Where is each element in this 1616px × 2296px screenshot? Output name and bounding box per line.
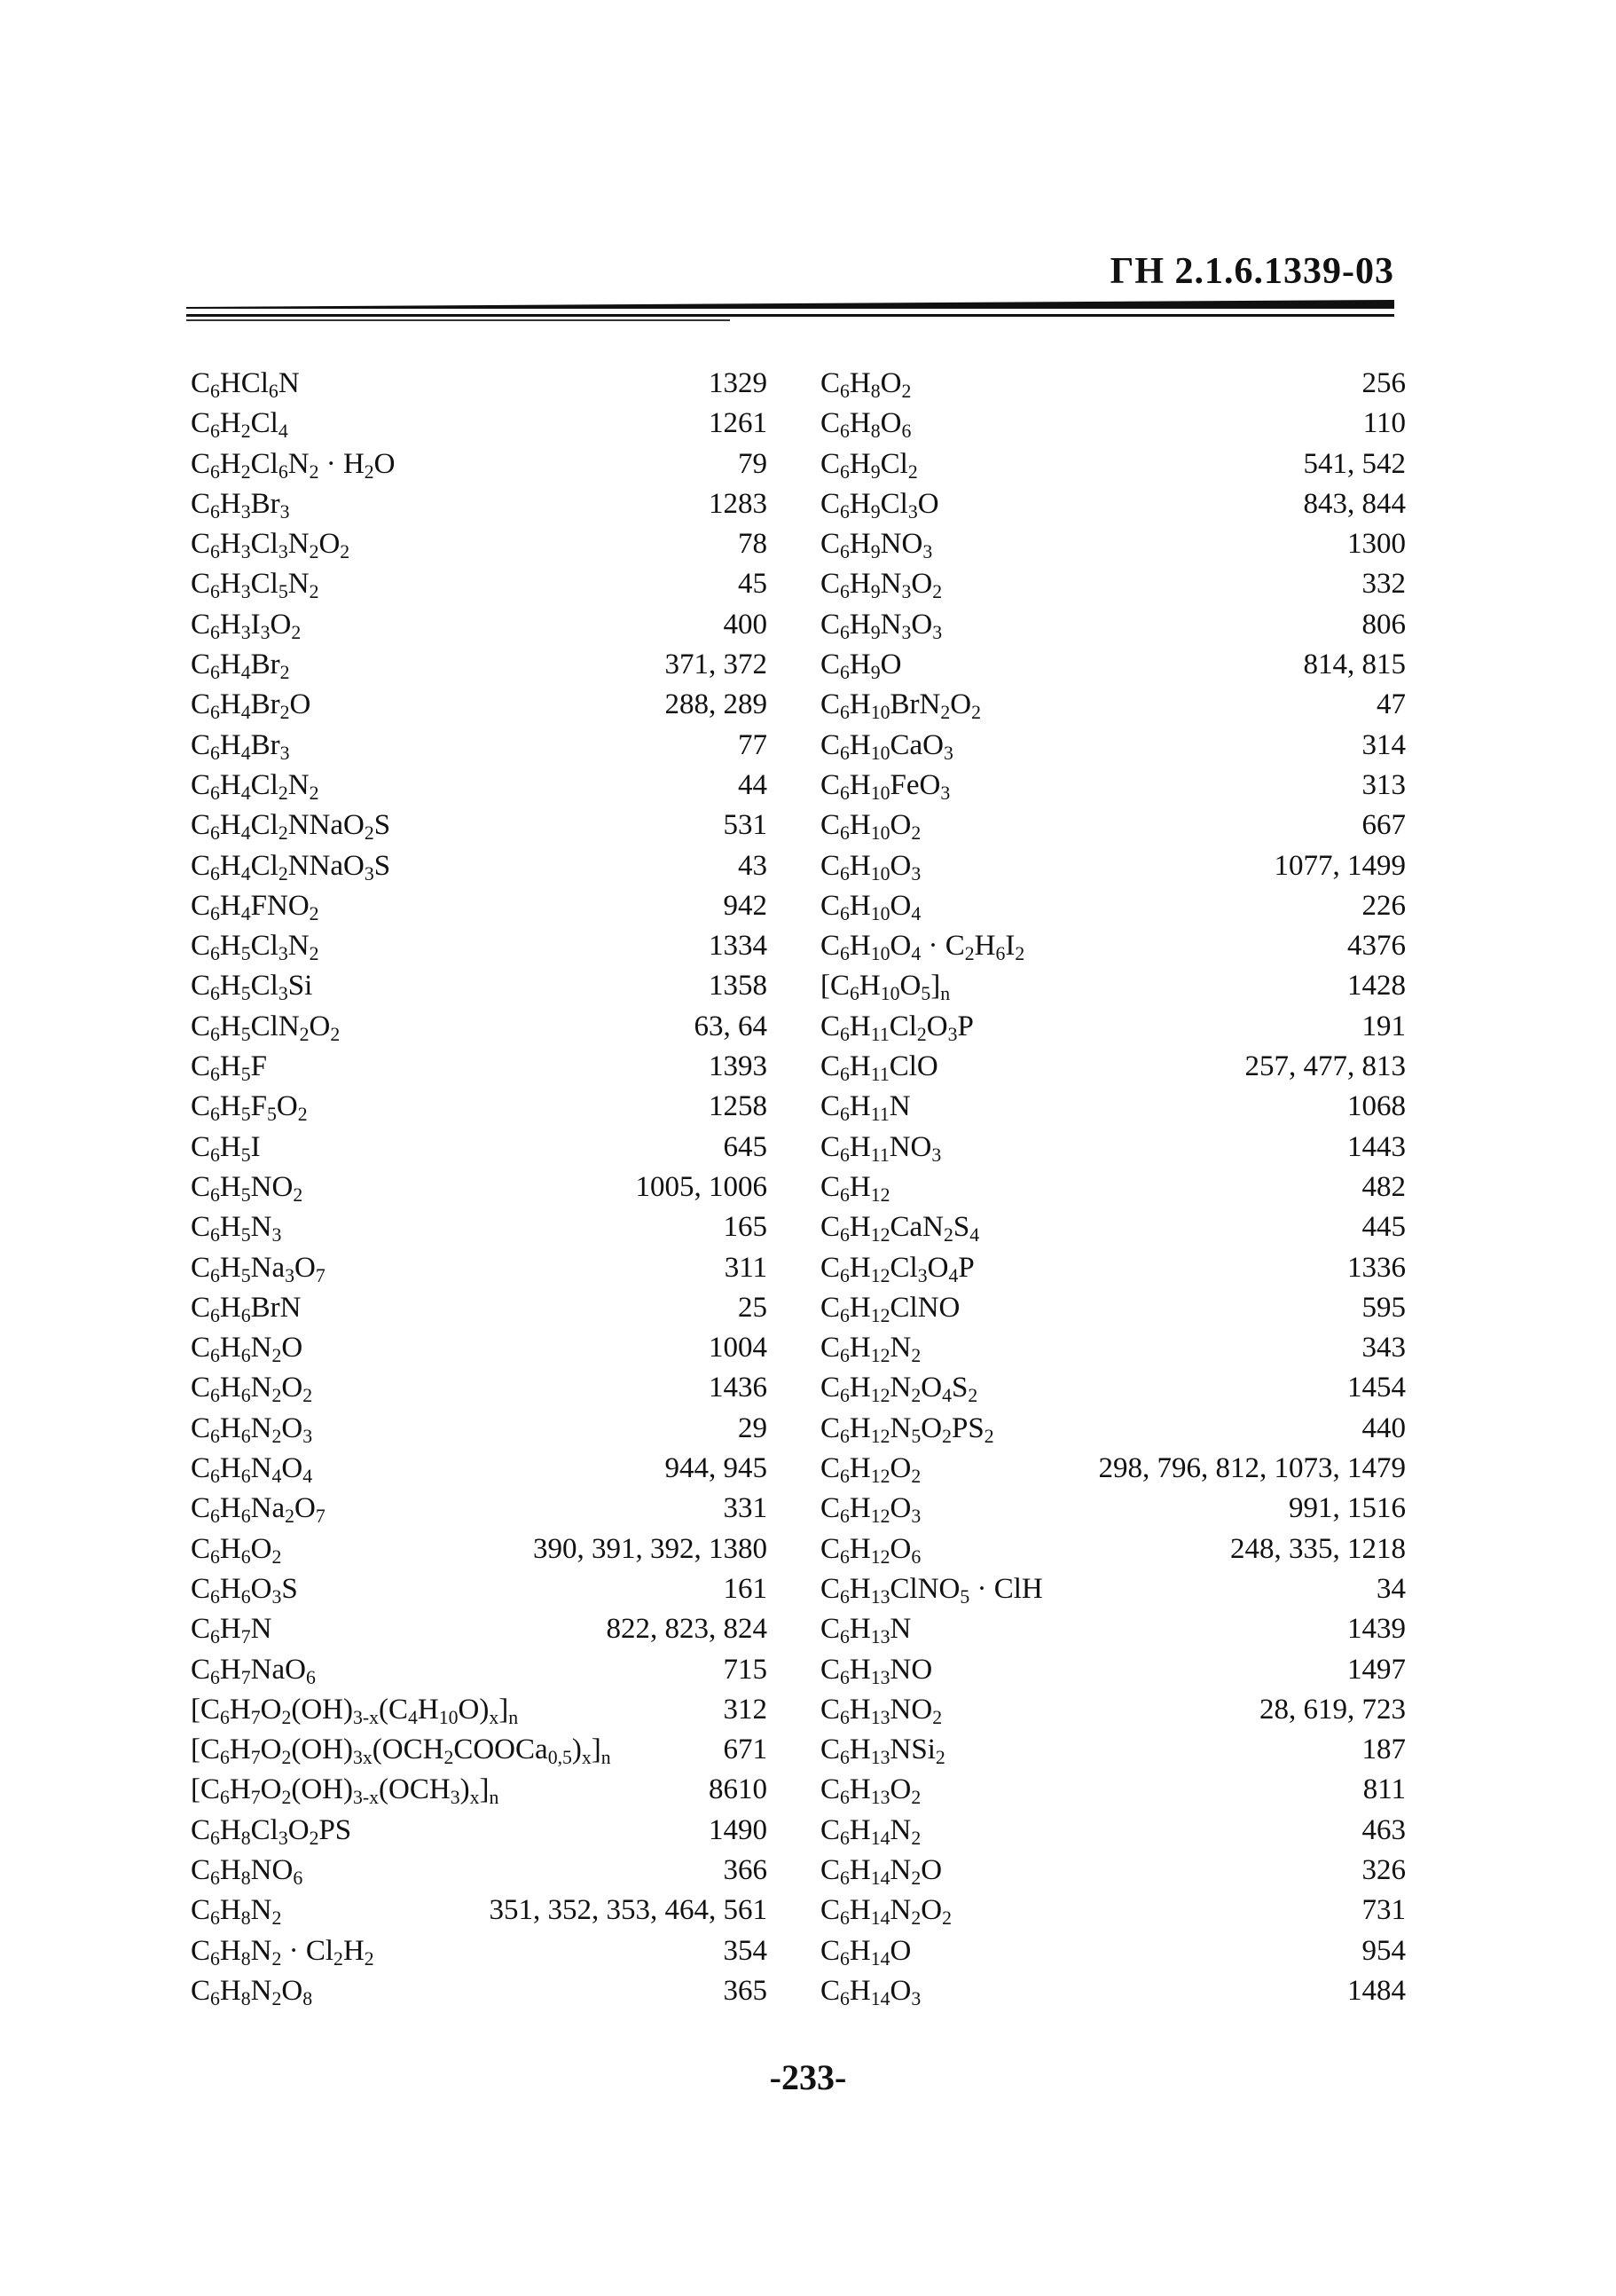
- reference-numbers: 343: [1361, 1332, 1406, 1364]
- index-entry: [191, 1248, 767, 1288]
- index-entry: [820, 726, 1406, 766]
- index-entry: [820, 1168, 1406, 1207]
- index-entry: [191, 484, 767, 524]
- index-entry: [820, 1489, 1406, 1529]
- index-entry: [820, 1409, 1406, 1449]
- formula-text: $C_6H_{10}O_4$: [820, 889, 922, 924]
- index-entry: [820, 1690, 1406, 1730]
- formula-text: $C_6H_8N_2 \cdot Cl_2H_2$: [191, 1934, 374, 1970]
- index-entry: [191, 1087, 767, 1127]
- formula-text: $C_6H_8O_6$: [820, 407, 912, 443]
- formula-text: $C_6H_{10}FeO_3$: [820, 768, 951, 805]
- index-entry: [820, 1770, 1406, 1810]
- formula-text: $[C_6H_7O_2(OH)_{3-x}(C_4H_{10}O)_x]_n$: [191, 1693, 519, 1728]
- reference-numbers: 257, 477, 813: [1244, 1050, 1406, 1083]
- reference-numbers: 1300: [1347, 528, 1406, 561]
- index-entry: [820, 1609, 1406, 1649]
- reference-numbers: 161: [723, 1572, 767, 1605]
- formula-text: $C_6H_{14}O$: [820, 1934, 912, 1970]
- index-entry: [191, 605, 767, 645]
- formula-text: $C_6H_8NO_6$: [191, 1853, 303, 1890]
- document-code: ГН 2.1.6.1339-03: [1110, 251, 1394, 292]
- index-entry: [820, 1449, 1406, 1489]
- index-entry: [191, 1288, 767, 1328]
- formula-text: $C_6H_5Cl_3Si$: [191, 970, 313, 1005]
- index-entry: [820, 444, 1406, 484]
- index-entry: [191, 1007, 767, 1047]
- formula-text: $C_6HCl_6N$: [191, 367, 300, 403]
- formula-text: $C_6H_3Cl_3N_2O_2$: [191, 528, 350, 563]
- index-entry: [191, 1047, 767, 1087]
- formula-text: $C_6H_{13}O_2$: [820, 1773, 922, 1809]
- index-column-left: [191, 364, 767, 2011]
- reference-numbers: 312: [723, 1693, 767, 1726]
- formula-text: $C_6H_9Cl_3O$: [820, 487, 939, 523]
- formula-text: $C_6H_6N_4O_4$: [191, 1452, 313, 1488]
- reference-numbers: 365: [723, 1974, 767, 2007]
- index-entry: [820, 484, 1406, 524]
- index-entry: [820, 766, 1406, 806]
- index-entry: [820, 1047, 1406, 1087]
- reference-numbers: 248, 335, 1218: [1230, 1532, 1406, 1565]
- reference-numbers: 110: [1362, 407, 1406, 440]
- formula-text: $C_6H_9N_3O_2$: [820, 568, 943, 603]
- formula-text: $C_6H_3I_3O_2$: [191, 608, 302, 643]
- formula-text: $C_6H_5ClN_2O_2$: [191, 1010, 341, 1045]
- formula-text: $C_6H_2Cl_4$: [191, 407, 288, 443]
- formula-text: $C_6H_{10}O_2$: [820, 809, 922, 845]
- formula-text: $C_6H_{12}ClNO$: [820, 1291, 961, 1326]
- index-entry: [191, 645, 767, 685]
- header-rule-thin: [186, 314, 1394, 317]
- index-entry: [820, 1207, 1406, 1247]
- formula-text: $C_6H_7N$: [191, 1613, 272, 1648]
- index-entry: [820, 1248, 1406, 1288]
- index-entry: [191, 364, 767, 404]
- reference-numbers: 187: [1361, 1734, 1406, 1766]
- index-entry: [820, 1128, 1406, 1168]
- reference-numbers: 47: [1377, 688, 1406, 721]
- formula-text: $C_6H_6N_2O_3$: [191, 1411, 313, 1447]
- reference-numbers: 326: [1361, 1853, 1406, 1886]
- index-entry: [820, 846, 1406, 886]
- formula-text: $[C_6H_7O_2(OH)_{3x}(OCH_2COOCa_{0,5})_x]_n$: [191, 1734, 611, 1769]
- reference-numbers: 671: [723, 1734, 767, 1766]
- index-entry: [820, 1650, 1406, 1690]
- formula-text: $C_6H_{12}Cl_3O_4P$: [820, 1251, 975, 1286]
- reference-numbers: 843, 844: [1303, 487, 1406, 520]
- reference-numbers: 8610: [709, 1773, 767, 1806]
- reference-numbers: 991, 1516: [1289, 1492, 1406, 1525]
- formula-text: $C_6H_6Na_2O_7$: [191, 1492, 326, 1528]
- reference-numbers: 390, 391, 392, 1380: [533, 1532, 767, 1565]
- index-entry: [820, 404, 1406, 444]
- index-entry: [191, 846, 767, 886]
- reference-numbers: 822, 823, 824: [606, 1613, 767, 1646]
- reference-numbers: 541, 542: [1303, 447, 1406, 480]
- reference-numbers: 954: [1361, 1934, 1406, 1967]
- reference-numbers: 1439: [1347, 1613, 1406, 1646]
- reference-numbers: 1393: [709, 1050, 767, 1083]
- formula-text: $C_6H_4Br_2O$: [191, 688, 311, 724]
- index-entry: [820, 1851, 1406, 1891]
- index-entry: [191, 1489, 767, 1529]
- index-entry: [820, 1087, 1406, 1127]
- index-entry: [191, 1931, 767, 1971]
- formula-text: $C_6H_6O_2$: [191, 1532, 282, 1568]
- reference-numbers: 28, 619, 723: [1259, 1693, 1406, 1726]
- formula-text: $C_6H_4Cl_2N_2$: [191, 768, 319, 805]
- reference-numbers: 1336: [1347, 1251, 1406, 1284]
- reference-numbers: 531: [723, 809, 767, 842]
- reference-numbers: 77: [738, 728, 767, 761]
- reference-numbers: 226: [1361, 889, 1406, 922]
- reference-numbers: 482: [1361, 1170, 1406, 1203]
- reference-numbers: 313: [1361, 768, 1406, 801]
- formula-text: $C_6H_{10}O_3$: [820, 849, 922, 885]
- formula-text: $C_6H_{13}NO_2$: [820, 1693, 943, 1728]
- index-entry: [820, 1730, 1406, 1770]
- index-entry: [820, 1007, 1406, 1047]
- reference-numbers: 288, 289: [664, 688, 767, 721]
- index-entry: [820, 605, 1406, 645]
- index-entry: [820, 1328, 1406, 1368]
- reference-numbers: 256: [1361, 367, 1406, 399]
- formula-text: $C_6H_{14}O_3$: [820, 1974, 922, 2009]
- index-entry: [191, 1891, 767, 1930]
- reference-numbers: 400: [723, 608, 767, 641]
- reference-numbers: 1428: [1347, 970, 1406, 1003]
- reference-numbers: 34: [1377, 1572, 1406, 1605]
- reference-numbers: 1454: [1347, 1372, 1406, 1404]
- reference-numbers: 1004: [709, 1332, 767, 1364]
- reference-numbers: 1068: [1347, 1090, 1406, 1123]
- index-entry: [191, 1650, 767, 1690]
- reference-numbers: 715: [723, 1653, 767, 1686]
- reference-numbers: 314: [1361, 728, 1406, 761]
- formula-text: $C_6H_9NO_3$: [820, 528, 933, 563]
- formula-text: $C_6H_{12}O_6$: [820, 1532, 922, 1568]
- index-entry: [191, 1409, 767, 1449]
- index-entry: [820, 524, 1406, 564]
- reference-numbers: 463: [1361, 1813, 1406, 1846]
- formula-text: $C_6H_5NO_2$: [191, 1170, 303, 1207]
- reference-numbers: 1484: [1347, 1974, 1406, 2007]
- index-entry: [191, 1851, 767, 1891]
- formula-text: $C_6H_5Na_3O_7$: [191, 1251, 326, 1286]
- index-entry: [191, 1569, 767, 1609]
- formula-text: $C_6H_2Cl_6N_2 \cdot H_2O$: [191, 447, 396, 483]
- reference-numbers: 366: [723, 1853, 767, 1886]
- formula-text: $C_6H_{13}NO$: [820, 1653, 933, 1688]
- reference-numbers: 43: [738, 849, 767, 882]
- index-entry: [191, 1168, 767, 1207]
- index-entry: [820, 1811, 1406, 1851]
- reference-numbers: 1490: [709, 1813, 767, 1846]
- reference-numbers: 298, 796, 812, 1073, 1479: [1098, 1452, 1406, 1485]
- formula-text: $C_6H_{14}N_2O_2$: [820, 1894, 952, 1930]
- formula-text: $C_6H_4FNO_2$: [191, 889, 319, 924]
- index-entry: [820, 564, 1406, 604]
- page-number: -233-: [769, 2057, 847, 2097]
- reference-numbers: 1283: [709, 487, 767, 520]
- formula-text: $C_6H_8Cl_3O_2PS$: [191, 1813, 352, 1849]
- index-entry: [191, 444, 767, 484]
- index-entry: [820, 1971, 1406, 2011]
- formula-text: $C_6H_6O_3S$: [191, 1572, 298, 1608]
- reference-numbers: 25: [738, 1291, 767, 1324]
- reference-numbers: 45: [738, 568, 767, 601]
- formula-text: $C_6H_5F$: [191, 1050, 267, 1086]
- formula-text: $C_6H_{12}N_2$: [820, 1332, 922, 1367]
- index-entry: [820, 806, 1406, 845]
- reference-numbers: 944, 945: [664, 1452, 767, 1485]
- index-entry: [191, 1730, 767, 1770]
- index-entry: [820, 926, 1406, 966]
- reference-numbers: 78: [738, 528, 767, 561]
- index-entry: [191, 886, 767, 926]
- index-entry: [820, 886, 1406, 926]
- reference-numbers: 1497: [1347, 1653, 1406, 1686]
- formula-text: $C_6H_9N_3O_3$: [820, 608, 943, 643]
- index-entry: [191, 726, 767, 766]
- reference-numbers: 311: [724, 1251, 767, 1284]
- formula-text: $C_6H_8N_2O_8$: [191, 1974, 313, 2009]
- formula-text: $C_6H_8O_2$: [820, 367, 912, 403]
- formula-text: $C_6H_{12}$: [820, 1170, 890, 1207]
- index-entry: [820, 1288, 1406, 1328]
- formula-text: $C_6H_4Br_2$: [191, 649, 290, 684]
- index-entry: [191, 404, 767, 444]
- reference-numbers: 445: [1361, 1211, 1406, 1244]
- index-entry: [191, 1449, 767, 1489]
- formula-text: $C_6H_{13}NSi_2$: [820, 1734, 945, 1769]
- reference-numbers: 645: [723, 1130, 767, 1163]
- reference-numbers: 371, 372: [664, 649, 767, 681]
- reference-numbers: 351, 352, 353, 464, 561: [489, 1894, 767, 1927]
- formula-text: $C_6H_5I$: [191, 1130, 261, 1166]
- reference-numbers: 1258: [709, 1090, 767, 1123]
- index-entry: [191, 564, 767, 604]
- reference-numbers: 1334: [709, 930, 767, 963]
- formula-text: $C_6H_6BrN$: [191, 1291, 302, 1326]
- index-entry: [191, 1128, 767, 1168]
- formula-text: $C_6H_9O$: [820, 649, 902, 684]
- formula-text: $C_6H_{11}N$: [820, 1090, 911, 1126]
- reference-numbers: 1005, 1006: [635, 1170, 767, 1203]
- index-entry: [820, 1891, 1406, 1930]
- formula-text: $C_6H_{10}BrN_2O_2$: [820, 688, 981, 724]
- index-entry: [820, 1931, 1406, 1971]
- index-entry: [191, 685, 767, 725]
- index-entry: [191, 1368, 767, 1408]
- header-rule-hair: [186, 319, 730, 321]
- formula-text: $C_6H_{11}Cl_2O_3P$: [820, 1010, 974, 1045]
- index-entry: [820, 1529, 1406, 1569]
- reference-numbers: 806: [1361, 608, 1406, 641]
- index-entry: [191, 1971, 767, 2011]
- reference-numbers: 79: [738, 447, 767, 480]
- reference-numbers: 1443: [1347, 1130, 1406, 1163]
- reference-numbers: 191: [1361, 1010, 1406, 1042]
- index-entry: [191, 1207, 767, 1247]
- formula-text: $C_6H_{10}CaO_3$: [820, 728, 953, 764]
- reference-numbers: 165: [723, 1211, 767, 1244]
- formula-text: $C_6H_5Cl_3N_2$: [191, 930, 319, 965]
- formula-text: $C_6H_{12}CaN_2S_4$: [820, 1211, 980, 1246]
- formula-text: $C_6H_{12}O_3$: [820, 1492, 922, 1528]
- reference-numbers: 29: [738, 1411, 767, 1444]
- formula-text: $C_6H_3Br_3$: [191, 487, 290, 523]
- reference-numbers: 942: [723, 889, 767, 922]
- formula-text: $C_6H_5N_3$: [191, 1211, 282, 1246]
- index-entry: [191, 1770, 767, 1810]
- index-entry: [191, 1328, 767, 1368]
- formula-text: $C_6H_7NaO_6$: [191, 1653, 316, 1688]
- reference-numbers: 332: [1361, 568, 1406, 601]
- formula-text: $C_6H_{12}N_5O_2PS_2$: [820, 1411, 994, 1447]
- index-entry: [191, 766, 767, 806]
- reference-numbers: 44: [738, 768, 767, 801]
- index-entry: [820, 685, 1406, 725]
- formula-text: $C_6H_{14}N_2$: [820, 1813, 922, 1849]
- index-entry: [820, 364, 1406, 404]
- reference-numbers: 1329: [709, 367, 767, 399]
- index-column-right: [820, 364, 1406, 2011]
- reference-numbers: 4376: [1347, 930, 1406, 963]
- reference-numbers: 440: [1361, 1411, 1406, 1444]
- index-entry: [191, 1811, 767, 1851]
- formula-text: $C_6H_9Cl_2$: [820, 447, 918, 483]
- reference-numbers: 63, 64: [694, 1010, 767, 1042]
- index-entry: [191, 1529, 767, 1569]
- formula-text: $C_6H_{13}ClNO_5$ · ClH: [820, 1572, 1043, 1608]
- formula-text: $C_6H_4Cl_2NNaO_3S$: [191, 849, 391, 885]
- header-rule-thick: [186, 300, 1394, 309]
- index-entry: [820, 645, 1406, 685]
- formula-text: $C_6H_4Cl_2NNaO_2S$: [191, 809, 391, 845]
- formula-text: $[C_6H_{10}O_5]_n$: [820, 970, 951, 1005]
- index-entry: [191, 926, 767, 966]
- index-entry: [191, 1609, 767, 1649]
- index-entry: [820, 1569, 1406, 1609]
- reference-numbers: 354: [723, 1934, 767, 1967]
- formula-text: $C_6H_{12}O_2$: [820, 1452, 922, 1488]
- formula-text: $C_6H_3Cl_5N_2$: [191, 568, 319, 603]
- index-entry: [191, 806, 767, 845]
- formula-text: $C_6H_{11}ClO$: [820, 1050, 938, 1086]
- reference-numbers: 814, 815: [1303, 649, 1406, 681]
- formula-text: $C_6H_6N_2O$: [191, 1332, 303, 1367]
- reference-numbers: 331: [723, 1492, 767, 1525]
- index-entry: [820, 966, 1406, 1006]
- reference-numbers: 667: [1361, 809, 1406, 842]
- formula-text: $C_6H_{13}N$: [820, 1613, 912, 1648]
- formula-text: $C_6H_4Br_3$: [191, 728, 290, 764]
- reference-numbers: 1261: [709, 407, 767, 440]
- reference-numbers: 731: [1361, 1894, 1406, 1927]
- formula-text: $C_6H_5F_5O_2$: [191, 1090, 308, 1126]
- formula-text: $C_6H_{14}N_2O$: [820, 1853, 943, 1890]
- formula-text: $C_6H_6N_2O_2$: [191, 1372, 313, 1407]
- formula-text: $[C_6H_7O_2(OH)_{3-x}(OCH_3)_x]_n$: [191, 1773, 499, 1809]
- formula-text: $C_6H_{12}N_2O_4S_2$: [820, 1372, 978, 1407]
- formula-text: $C_6H_{11}NO_3$: [820, 1130, 942, 1166]
- index-entry: [191, 966, 767, 1006]
- index-entry: [191, 524, 767, 564]
- reference-numbers: 1436: [709, 1372, 767, 1404]
- reference-numbers: 1077, 1499: [1274, 849, 1406, 882]
- reference-numbers: 595: [1361, 1291, 1406, 1324]
- index-entry: [191, 1690, 767, 1730]
- reference-numbers: 1358: [709, 970, 767, 1003]
- formula-text: $C_6H_8N_2$: [191, 1894, 282, 1930]
- reference-numbers: 811: [1362, 1773, 1406, 1806]
- index-entry: [820, 1368, 1406, 1408]
- formula-text: $C_6H_{10}O_4 \cdot C_2H_6I_2$: [820, 930, 1025, 965]
